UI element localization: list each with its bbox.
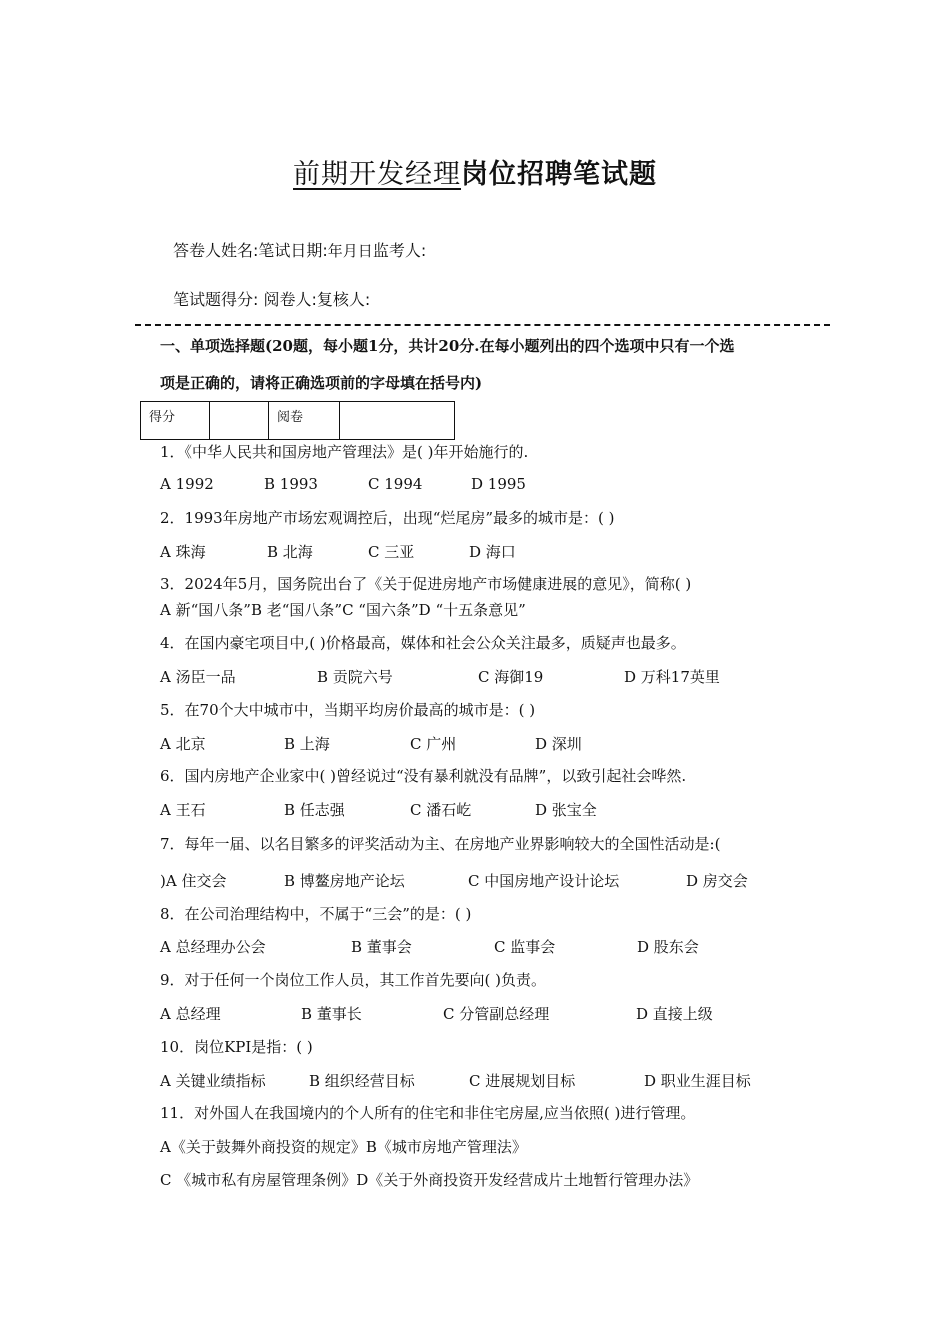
name-date-label: 答卷人姓名:笔试日期: (173, 241, 328, 260)
question-7: 7．每年一届、以名目繁多的评奖活动为主、在房地产业界影响较大的全国性活动是:( (160, 835, 721, 853)
question-5-options (160, 733, 582, 754)
option-c: C 监事会 (494, 938, 556, 956)
option-d: D 深圳 (535, 735, 582, 753)
proctor-label: 监考人: (372, 241, 427, 260)
dashed-divider (135, 324, 830, 326)
option-a: A 王石 (160, 801, 206, 819)
score-value-cell (210, 402, 269, 440)
question-4-options (160, 666, 720, 687)
option-d: D 张宝全 (535, 801, 597, 819)
option-a: A 珠海 (160, 543, 206, 561)
question-7-options (160, 870, 748, 891)
option-a: A 汤臣一品 (160, 668, 236, 686)
option-a: A 北京 (160, 735, 206, 753)
option-c: C 三亚 (368, 543, 415, 561)
header-line-1 (173, 238, 426, 261)
question-11: 11．对外国人在我国境内的个人所有的住宅和非住宅房屋,应当依照( )进行管理。 (160, 1104, 696, 1122)
title-rest: 岗位招聘笔试题 (461, 159, 657, 190)
section-instruction-line-1: 一、单项选择题(20题，每小题1分，共计20分.在每小题列出的四个选项中只有一个选 (160, 337, 735, 355)
option-a: )A 住交会 (160, 872, 227, 890)
grader-value-cell (340, 402, 455, 440)
option-d: D 房交会 (686, 872, 748, 890)
question-8: 8．在公司治理结构中，不属于“三会”的是：( ) (160, 905, 472, 923)
question-5: 5．在70个大中城市中，当期平均房价最高的城市是：( ) (160, 701, 536, 719)
page-title (0, 152, 950, 191)
question-6: 6．国内房地产企业家中( )曾经说过“没有暴利就没有品牌”，以致引起社会哗然. (160, 767, 687, 785)
option-b: B 上海 (284, 735, 330, 753)
header-line-2: 笔试题得分: 阅卷人:复核人: (173, 290, 371, 309)
option-b: B 贡院六号 (317, 668, 393, 686)
option-b: B 董事长 (301, 1005, 362, 1023)
score-label-cell: 得分 (141, 402, 210, 440)
option-c: C 进展规划目标 (469, 1072, 576, 1090)
question-8-options (160, 936, 699, 957)
option-a: A 1992 (160, 475, 214, 493)
question-4: 4．在国内豪宅项目中,( )价格最高，媒体和社会公众关注最多，质疑声也最多。 (160, 634, 686, 652)
question-1-options (160, 475, 526, 493)
date-format: 年月日 (327, 242, 373, 260)
question-11-options-line-2: C 《城市私有房屋管理条例》D《关于外商投资开发经营成片土地暂行管理办法》 (160, 1171, 699, 1189)
section-instruction-line-2: 项是正确的，请将正确选项前的字母填在括号内) (160, 374, 483, 392)
question-9-options (160, 1003, 713, 1024)
option-a: A 总经理办公会 (160, 938, 266, 956)
question-3: 3．2024年5月，国务院出台了《关于促进房地产市场健康进展的意见》，简称( ) (160, 575, 692, 593)
option-d: D 职业生涯目标 (644, 1072, 751, 1090)
option-d: D 1995 (471, 475, 526, 493)
question-1: 1．《中华人民共和国房地产管理法》是( )年开始施行的. (160, 443, 529, 461)
option-b: B 博鳌房地产论坛 (284, 872, 405, 890)
option-b: B 任志强 (284, 801, 345, 819)
option-b: B 董事会 (351, 938, 412, 956)
option-d: D 万科17英里 (624, 668, 720, 686)
question-6-options (160, 799, 597, 820)
option-a: A 关键业绩指标 (160, 1072, 266, 1090)
option-b: B 北海 (267, 543, 313, 561)
option-b: B 组织经营目标 (309, 1072, 415, 1090)
score-table (140, 401, 455, 440)
question-10: 10．岗位KPI是指：( ) (160, 1038, 313, 1056)
option-d: D 直接上级 (636, 1005, 713, 1023)
question-2: 2．1993年房地产市场宏观调控后，出现“烂尾房”最多的城市是：( ) (160, 509, 615, 527)
question-2-options (160, 541, 516, 562)
option-b: B 1993 (264, 475, 318, 493)
title-underlined-part: 前期开发经理 (293, 159, 461, 190)
question-11-options-line-1: A《关于鼓舞外商投资的规定》B《城市房地产管理法》 (160, 1138, 527, 1156)
option-a: A 总经理 (160, 1005, 221, 1023)
question-9: 9．对于任何一个岗位工作人员，其工作首先要向( )负责。 (160, 971, 547, 989)
question-10-options (160, 1070, 751, 1091)
option-c: C 分管副总经理 (443, 1005, 550, 1023)
option-c: C 广州 (410, 735, 457, 753)
option-d: D 股东会 (637, 938, 699, 956)
option-c: C 中国房地产设计论坛 (468, 872, 620, 890)
option-c: C 1994 (368, 475, 423, 493)
grader-label-cell: 阅卷 (269, 402, 340, 440)
option-c: C 潘石屹 (410, 801, 472, 819)
question-3-options: A 新“国八条”B 老“国八条”C “国六条”D “十五条意见” (160, 601, 526, 619)
option-d: D 海口 (469, 543, 516, 561)
option-c: C 海御19 (478, 668, 544, 686)
